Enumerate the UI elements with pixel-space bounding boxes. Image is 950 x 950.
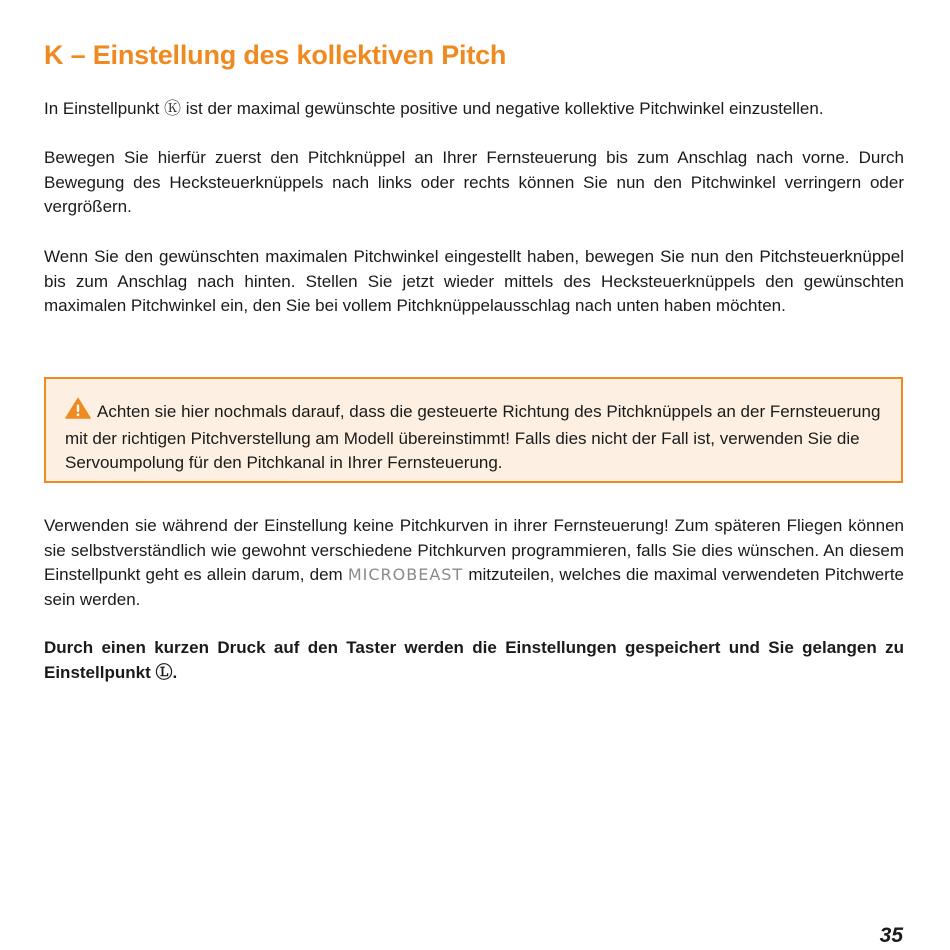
page-title: K – Einstellung des kollektiven Pitch xyxy=(44,40,507,70)
pitch-curve-text-after: mitzuteilen, welches die maximal verwendeten Pitchwerte sein werden. xyxy=(44,565,904,609)
save-instruction-paragraph xyxy=(44,636,904,685)
warning-box xyxy=(44,377,903,483)
pitch-curve-paragraph xyxy=(44,514,904,612)
page-number: 35 xyxy=(879,924,903,947)
save-text-after: . xyxy=(172,662,178,682)
warning-text: Achten sie hier nochmals darauf, dass die gesteuerte Richtung des Pitchknüppels an der Fernsteuerung mit der richtigen Pitchverstellung am Modell übereinstimmt! Falls dies nicht der Fall ist, verwenden Sie die Servoumpolung für den Pitchkanal in Ihrer Fernsteuerung. xyxy=(65,402,881,472)
step-l-marker: Ⓛ xyxy=(155,662,173,682)
warning-triangle-icon xyxy=(65,397,91,427)
instruction-forward-paragraph: Bewegen Sie hierfür zuerst den Pitchknüppel an Ihrer Fernsteuerung bis zum Anschlag nach vorne. Durch Bewegung des Hecksteuerknüppels nach links oder rechts können Sie nun den Pitchwinkel verringern oder vergrößern. xyxy=(44,148,904,216)
step-k-marker: Ⓚ xyxy=(164,99,182,118)
instruction-backward-paragraph: Wenn Sie den gewünschten maximalen Pitchwinkel eingestellt haben, bewegen Sie nun den Pitchsteuerknüppel bis zum Anschlag nach hinten. Stellen Sie jetzt wieder mittels des Hecksteuerknüppels den gewünschten maximalen Pitchwinkel ein, den Sie bei vollem Pitchknüppelausschlag nach unten haben möchten. xyxy=(44,247,904,315)
intro-paragraph xyxy=(44,97,904,122)
warning-paragraph xyxy=(65,397,883,476)
intro-text-before: In Einstellpunkt xyxy=(44,99,165,118)
save-text-before: Durch einen kurzen Druck auf den Taster werden die Einstellungen gespeichert und Sie gelangen zu Einstellpunkt xyxy=(44,638,904,682)
intro-text-after: ist der maximal gewünschte positive und negative kollektive Pitchwinkel einzustellen. xyxy=(181,99,824,118)
pitch-curve-text-before: Verwenden sie während der Einstellung keine Pitchkurven in ihrer Fernsteuerung! Zum späteren Fliegen können sie selbstverständlich wie gewohnt verschiedene Pitchkurven programmieren, falls Sie dies wünschen. An diesem Einstellpunkt geht es allein darum, dem xyxy=(44,516,904,584)
microbeast-brand: MICROBEAST xyxy=(347,565,464,584)
